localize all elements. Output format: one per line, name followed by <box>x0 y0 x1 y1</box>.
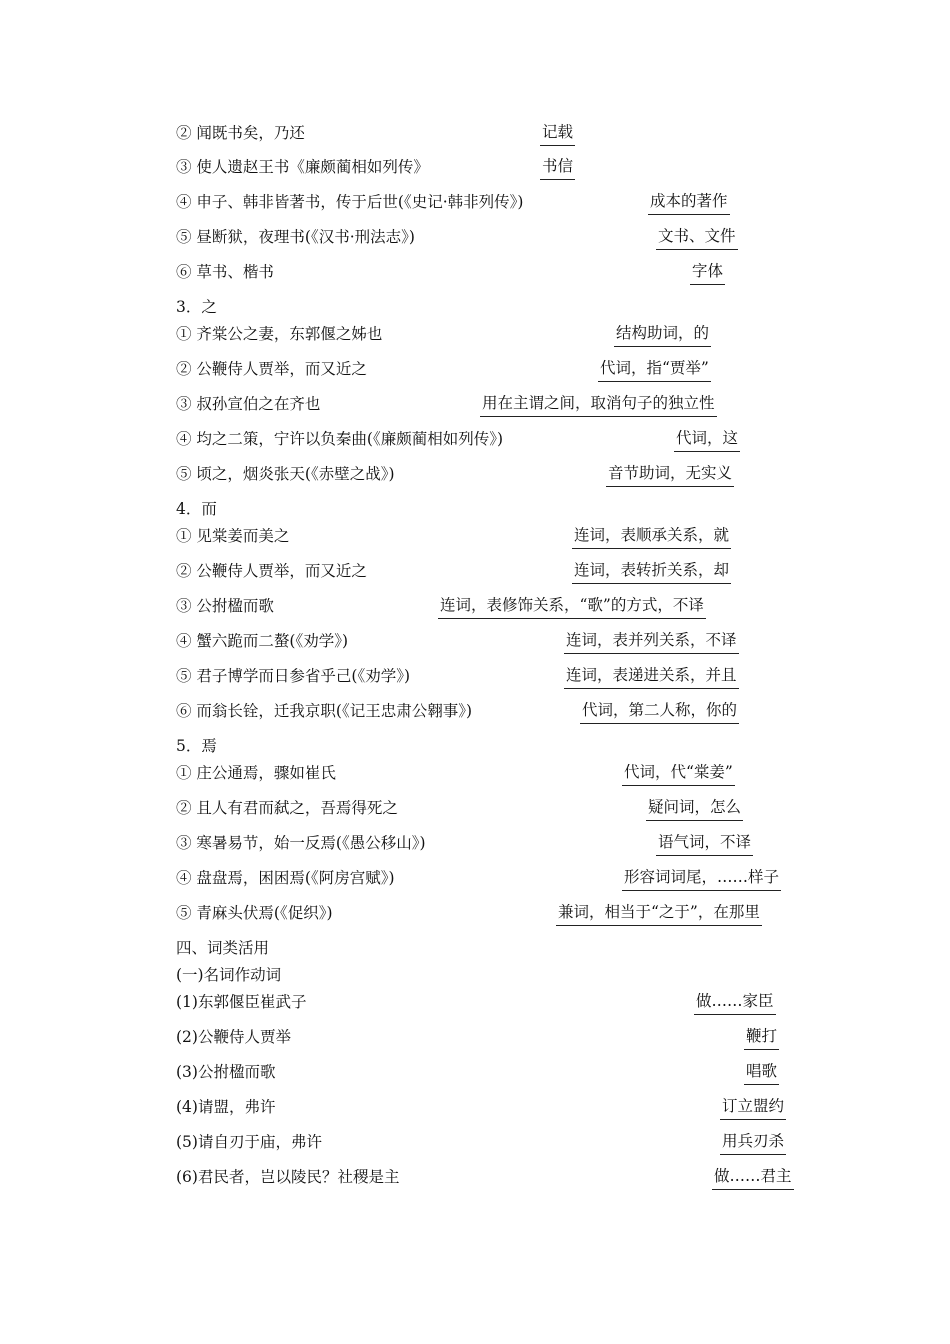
section-heading-zhi: 3．之 <box>176 298 217 316</box>
item-zhi-3: ③ 叔孙宣伯之在齐也 <box>176 395 321 413</box>
item-huoyong-4: (4)请盟，弗许 <box>176 1098 276 1116</box>
answer-huoyong-5: 用兵刃杀 <box>720 1130 786 1155</box>
answer-er-4: 连词，表并列关系，不译 <box>564 629 739 654</box>
answer-yan-3: 语气词，不译 <box>656 831 753 856</box>
item-huoyong-6: (6)君民者，岂以陵民？社稷是主 <box>176 1168 400 1186</box>
item-yan-4: ④ 盘盘焉，困困焉(《阿房宫赋》) <box>176 869 395 887</box>
item-zhi-1: ① 齐棠公之妻，东郭偃之姊也 <box>176 325 383 343</box>
item-er-2: ② 公鞭侍人贾举，而又近之 <box>176 562 367 580</box>
answer-zhi-4: 代词，这 <box>674 427 740 452</box>
item-huoyong-3: (3)公拊楹而歌 <box>176 1063 276 1081</box>
answer-huoyong-4: 订立盟约 <box>720 1095 786 1120</box>
item-er-4: ④ 蟹六跪而二螯(《劝学》) <box>176 632 349 650</box>
part-heading-word-class: 四、词类活用 <box>176 939 270 957</box>
item-yan-2: ② 且人有君而弑之，吾焉得死之 <box>176 799 398 817</box>
item-zhi-4: ④ 均之二策，宁许以负秦曲(《廉颇蔺相如列传》) <box>176 430 504 448</box>
item-shu-2: ② 闻既书矣，乃还 <box>176 124 305 142</box>
answer-yan-4: 形容词词尾，……样子 <box>622 866 781 891</box>
answer-huoyong-3: 唱歌 <box>744 1060 779 1085</box>
item-shu-5: ⑤ 昼断狱，夜理书(《汉书·刑法志》) <box>176 228 415 246</box>
answer-zhi-2: 代词，指“贾举” <box>598 357 711 382</box>
answer-zhi-5: 音节助词，无实义 <box>606 462 734 487</box>
answer-zhi-1: 结构助词，的 <box>614 322 711 347</box>
section-heading-er: 4．而 <box>176 500 217 518</box>
answer-yan-2: 疑问词，怎么 <box>646 796 743 821</box>
answer-yan-5: 兼词，相当于“之于”，在那里 <box>556 901 762 926</box>
item-shu-6: ⑥ 草书、楷书 <box>176 263 274 281</box>
answer-er-2: 连词，表转折关系，却 <box>572 559 731 584</box>
answer-huoyong-1: 做……家臣 <box>694 990 776 1015</box>
answer-yan-1: 代词，代“棠姜” <box>622 761 735 786</box>
item-huoyong-5: (5)请自刃于庙，弗许 <box>176 1133 322 1151</box>
item-shu-4: ④ 申子、韩非皆著书，传于后世(《史记·韩非列传》) <box>176 193 524 211</box>
subheading-noun-as-verb: (一)名词作动词 <box>176 966 282 984</box>
answer-shu-2: 记载 <box>540 121 575 146</box>
item-er-6: ⑥ 而翁长铨，迁我京职(《记王忠肃公翱事》) <box>176 702 473 720</box>
answer-er-5: 连词，表递进关系，并且 <box>564 664 739 689</box>
item-yan-1: ① 庄公通焉，骤如崔氏 <box>176 764 336 782</box>
item-shu-3: ③ 使人遗赵王书《廉颇蔺相如列传》 <box>176 158 429 176</box>
item-huoyong-2: (2)公鞭侍人贾举 <box>176 1028 291 1046</box>
answer-shu-3: 书信 <box>540 155 575 180</box>
answer-er-6: 代词，第二人称，你的 <box>580 699 739 724</box>
item-huoyong-1: (1)东郭偃臣崔武子 <box>176 993 307 1011</box>
answer-er-3: 连词，表修饰关系，“歌”的方式，不译 <box>438 594 706 619</box>
answer-huoyong-2: 鞭打 <box>744 1025 779 1050</box>
answer-shu-6: 字体 <box>690 260 725 285</box>
section-heading-yan: 5．焉 <box>176 737 217 755</box>
item-er-5: ⑤ 君子博学而日参省乎己(《劝学》) <box>176 667 411 685</box>
answer-huoyong-6: 做……君主 <box>712 1165 794 1190</box>
item-yan-5: ⑤ 青麻头伏焉(《促织》) <box>176 904 333 922</box>
item-er-3: ③ 公拊楹而歌 <box>176 597 274 615</box>
item-zhi-5: ⑤ 顷之，烟炎张天(《赤壁之战》) <box>176 465 395 483</box>
answer-shu-4: 成本的著作 <box>648 190 730 215</box>
item-zhi-2: ② 公鞭侍人贾举，而又近之 <box>176 360 367 378</box>
answer-er-1: 连词，表顺承关系，就 <box>572 524 731 549</box>
answer-shu-5: 文书、文件 <box>656 225 738 250</box>
item-er-1: ① 见棠姜而美之 <box>176 527 290 545</box>
item-yan-3: ③ 寒暑易节，始一反焉(《愚公移山》) <box>176 834 426 852</box>
answer-zhi-3: 用在主谓之间，取消句子的独立性 <box>480 392 717 417</box>
